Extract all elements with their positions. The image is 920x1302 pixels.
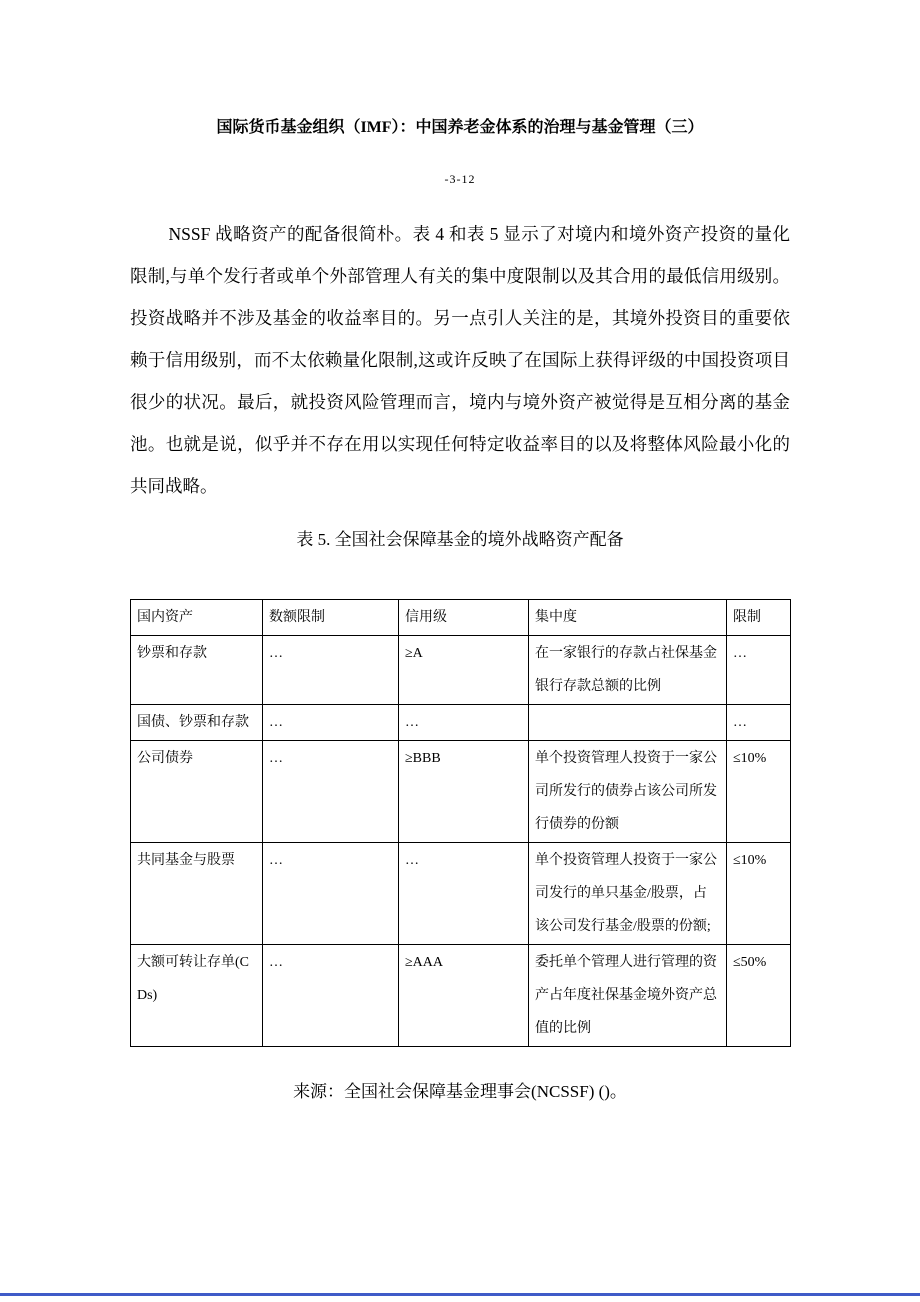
cell-asset: 国债、钞票和存款 — [131, 705, 263, 741]
column-header-asset: 国内资产 — [131, 600, 263, 636]
cell-asset: 钞票和存款 — [131, 636, 263, 705]
column-header-credit-rating: 信用级 — [399, 600, 529, 636]
table-row — [131, 636, 791, 705]
cell-amount-limit: … — [263, 636, 399, 705]
table-title: 表 5. 全国社会保障基金的境外战略资产配备 — [296, 530, 624, 549]
cell-concentration — [529, 705, 727, 741]
cell-concentration: 单个投资管理人投资于一家公司所发行的债券占该公司所发行债券的份额 — [529, 741, 727, 843]
cell-concentration: 在一家银行的存款占社保基金银行存款总额的比例 — [529, 636, 727, 705]
table-row — [131, 945, 791, 1047]
table-row — [131, 705, 791, 741]
cell-amount-limit: … — [263, 741, 399, 843]
cell-limit: ≤50% — [727, 945, 791, 1047]
cell-limit: … — [727, 636, 791, 705]
cell-asset: 共同基金与股票 — [131, 843, 263, 945]
column-header-limit: 限制 — [727, 600, 791, 636]
cell-credit-rating: ≥BBB — [399, 741, 529, 843]
cell-credit-rating: ≥AAA — [399, 945, 529, 1047]
page-number: -3-12 — [444, 172, 476, 186]
page-title: 国际货币基金组织（IMF）：中国养老金体系的治理与基金管理（三） — [216, 119, 704, 136]
table-header-row — [131, 600, 791, 636]
cell-amount-limit: … — [263, 843, 399, 945]
asset-table — [130, 599, 791, 1047]
source-note: 来源：全国社会保障基金理事会(NCSSF) ()。 — [293, 1082, 627, 1101]
table-row — [131, 843, 791, 945]
cell-credit-rating: … — [399, 705, 529, 741]
table-row — [131, 741, 791, 843]
column-header-concentration: 集中度 — [529, 600, 727, 636]
cell-credit-rating: … — [399, 843, 529, 945]
cell-asset: 公司债券 — [131, 741, 263, 843]
cell-concentration: 委托单个管理人进行管理的资产占年度社保基金境外资产总值的比例 — [529, 945, 727, 1047]
column-header-amount-limit: 数额限制 — [263, 600, 399, 636]
cell-concentration: 单个投资管理人投资于一家公司发行的单只基金/股票，占该公司发行基金/股票的份额; — [529, 843, 727, 945]
cell-asset: 大额可转让存单(CDs) — [131, 945, 263, 1047]
cell-credit-rating: ≥A — [399, 636, 529, 705]
body-paragraph: NSSF 战略资产的配备很简朴。表 4 和表 5 显示了对境内和境外资产投资的量化限制,与单个发行者或单个外部管理人有关的集中度限制以及其合用的最低信用级别。投资战略并不涉及基金的收益率目的。另一点引人关注的是，其境外投资目的重要依赖于信用级别，而不太依赖量化限制,这或许反映了在国际上获得评级的中国投资项目很少的状况。最后，就投资风险管理而言，境内与境外资产被觉得是互相分离的基金池。也就是说，似乎并不存在用以实现任何特定收益率目的以及将整体风险最小化的共同战略。 — [130, 224, 790, 496]
cell-amount-limit: … — [263, 705, 399, 741]
cell-limit: … — [727, 705, 791, 741]
cell-amount-limit: … — [263, 945, 399, 1047]
cell-limit: ≤10% — [727, 741, 791, 843]
page-bottom-border — [0, 1293, 920, 1296]
cell-limit: ≤10% — [727, 843, 791, 945]
